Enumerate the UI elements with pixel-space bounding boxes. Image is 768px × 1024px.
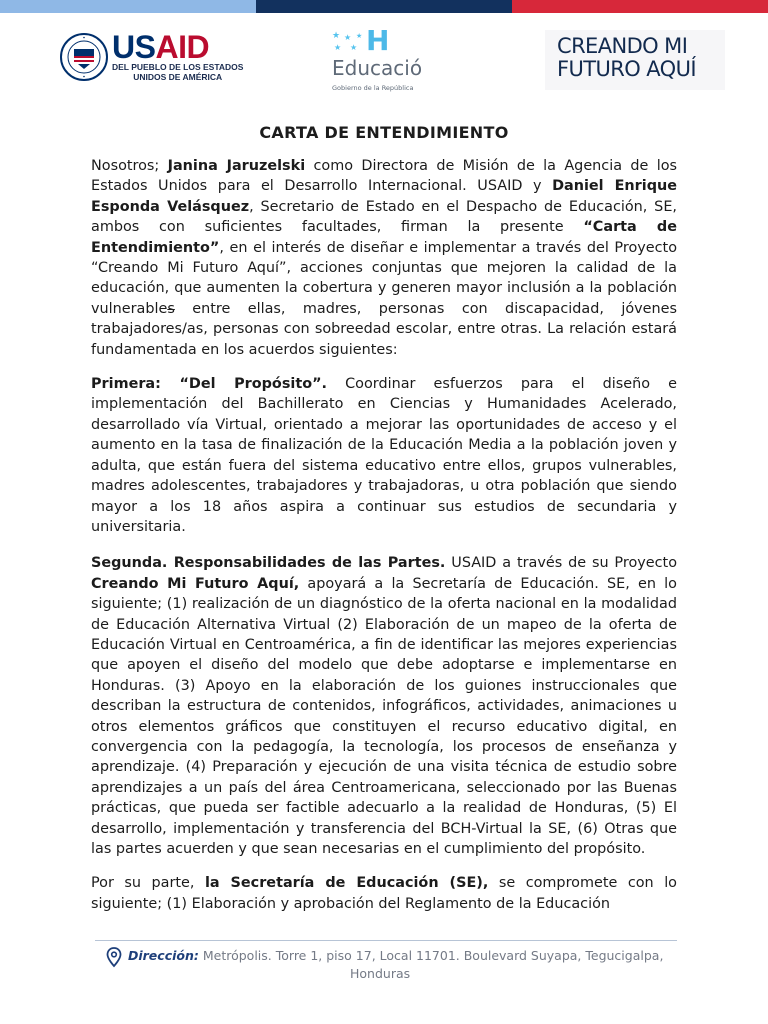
usaid-us-text: US [112, 29, 156, 65]
text-run: Nosotros; [91, 158, 168, 174]
creando-mi-futuro-logo [545, 30, 725, 90]
bold-run: Creando Mi Futuro Aquí, [91, 575, 300, 592]
svg-text:★: ★ [350, 43, 358, 52]
creando-line-1: CREANDO MI [557, 34, 688, 58]
usaid-subtitle-2: UNIDOS DE AMÉRICA [133, 72, 223, 82]
educacion-subtitle: Gobierno de la República [332, 84, 414, 92]
text-run: Coordinar esfuerzos para el diseño e implementación del Bachillerato en Ciencias y Humanidades Acelerado, desarrollado vía Virtual, orientado a mejorar las oportunidades de acceso y el aumento en la tasa de finalización de la Educación Media a la población joven y adulta, que están fuera del sistema educativo entre ellos, grupos vulnerables, madres adolescentes, trabajadores y trabajadoras, u otra población que siendo mayor a los 18 años aspira a continuar sus estudios de secundaria y universitaria. [91, 376, 677, 535]
educacion-h-mark: H [366, 24, 390, 57]
bold-run: Primera: “Del Propósito”. [91, 376, 328, 393]
bold-run: Daniel Enrique Esponda Velásquez [91, 178, 677, 215]
text-run: como Directora de Misión de la Agencia de los Estados Unidos para el Desarrollo Internacional. USAID y [91, 158, 677, 195]
text-run: Por su parte, [91, 875, 205, 892]
top-bar-light-blue [0, 0, 256, 13]
svg-text:★: ★ [344, 33, 352, 42]
bold-run: “Carta de Entendimiento” [91, 219, 677, 256]
footer-divider [95, 940, 677, 941]
text-run: , en el interés de diseñar e implementar a través del Proyecto “Creando Mi Futuro Aquí”, acciones conjuntas que mejoren la calidad de la educación, que aumenten la cobertura y generen mayor inclusión a la población vulnerable [91, 239, 677, 317]
svg-text:★: ★ [332, 31, 341, 41]
top-bar-red [512, 0, 768, 13]
paragraph-primera [91, 374, 677, 537]
svg-text:★: ★ [356, 32, 363, 40]
top-color-bar [0, 0, 768, 13]
text-run: USAID a través de su Proyecto [445, 555, 677, 572]
creando-line-2: FUTURO AQUÍ [557, 57, 696, 81]
usaid-subtitle-1: DEL PUEBLO DE LOS ESTADOS [112, 62, 244, 72]
footer-label: Dirección: [127, 948, 199, 963]
document-body [91, 156, 677, 914]
text-run: se compromete con lo siguiente; (1) Elaboración y aprobación del Reglamento de la Educación [91, 875, 677, 912]
logo-header [0, 22, 768, 102]
usaid-logo [60, 29, 244, 82]
text-run: apoyará a la Secretaría de Educación. SE, en lo siguiente; (1) realización de un diagnóstico de la oferta nacional en la modalidad de Educación Alternativa Virtual (2) Elaboración de un mapeo de la oferta de Educación Virtual en Centroamérica, a fin de identificar las mejores experiencias que apoyen el diseño del modelo que debe adoptarse e implementarse en Honduras. (3) Apoyo en la elaboración de los guiones instruccionales que describan la estructura de contenidos, infográficos, actividades, animaciones u otros elementos gráficos que constituyen el recurso educativo digital, en convergencia con la pedagogía, la tecnología, los procesos de enseñanza y aprendizaje. (4) Preparación y ejecución de una visita técnica de estudio sobre aprendizajes a un país del área Centroamericana, seleccionado por las Buenas prácticas, que pueda ser factible adecuarlo a la realidad de Honduras, (5) El desarrollo, implementación y transferencia del BCH-Virtual la SE, (6) Otras que las partes acuerden y que sean necesarias en el cumplimiento del propósito. [91, 575, 677, 857]
usaid-aid-text: AID [155, 29, 210, 65]
svg-text:★: ★ [334, 43, 342, 52]
struck-text: s [167, 300, 175, 317]
footer-address [104, 944, 684, 968]
paragraph-intro [91, 156, 677, 360]
footer-address-overflow: Honduras [350, 966, 411, 981]
educacion-logo [330, 26, 440, 96]
text-run: , Secretario de Estado en el Despacho de Educación, SE, ambos con suficientes facultades, firman la presente [91, 198, 677, 236]
footer-address-text: Metrópolis. Torre 1, piso 17, Local 11701. Boulevard Suyapa, Tegucigalpa, [198, 948, 664, 963]
bold-run: Janina Jaruzelski [167, 158, 306, 174]
paragraph-segunda [91, 553, 677, 859]
bold-run: la Secretaría de Educación (SE), [204, 875, 489, 892]
educacion-name: Educació [332, 56, 423, 80]
location-pin-icon [104, 947, 124, 967]
usaid-seal-icon [60, 33, 108, 81]
bold-run: Segunda. Responsabilidades de las Partes. [91, 555, 446, 572]
paragraph-secretaria [91, 873, 677, 914]
text-run: entre ellas, madres, personas con discapacidad, jóvenes trabajadores/as, personas con sobreedad escolar, entre otras. La relación estará fundamentada en los acuerdos siguientes: [91, 300, 677, 358]
top-bar-navy [256, 0, 512, 13]
document-title: CARTA DE ENTENDIMIENTO [259, 123, 509, 142]
